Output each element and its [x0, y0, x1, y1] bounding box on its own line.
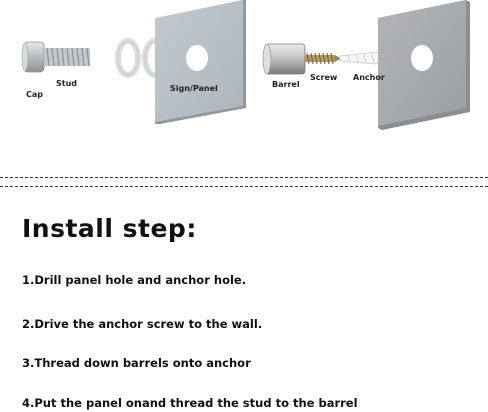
sign-panel-part [155, 0, 246, 124]
install-step-4: 4.Put the panel onand thread the stud to the barrel [22, 396, 358, 410]
install-step-2: 2.Drive the anchor screw to the wall. [22, 317, 263, 331]
cap-label: Cap [26, 90, 43, 99]
anchor-label: Anchor [353, 73, 385, 82]
sign-panel-label: Sign/Panel [170, 84, 218, 93]
dashed-divider-bottom [0, 186, 488, 187]
wall-part [378, 0, 470, 130]
hardware-exploded-diagram [0, 0, 488, 170]
barrel-part [263, 44, 305, 74]
barrel-label: Barrel [272, 80, 300, 89]
install-step-1: 1.Drill panel hole and anchor hole. [22, 273, 247, 287]
screw-part [305, 53, 341, 64]
install-step-title: Install step: [22, 214, 197, 243]
cap-stud-part [22, 42, 90, 72]
install-step-3: 3.Thread down barrels onto anchor [22, 356, 251, 370]
dashed-divider-top [0, 177, 488, 178]
stud-label: Stud [56, 79, 78, 88]
screw-label: Screw [310, 73, 338, 82]
